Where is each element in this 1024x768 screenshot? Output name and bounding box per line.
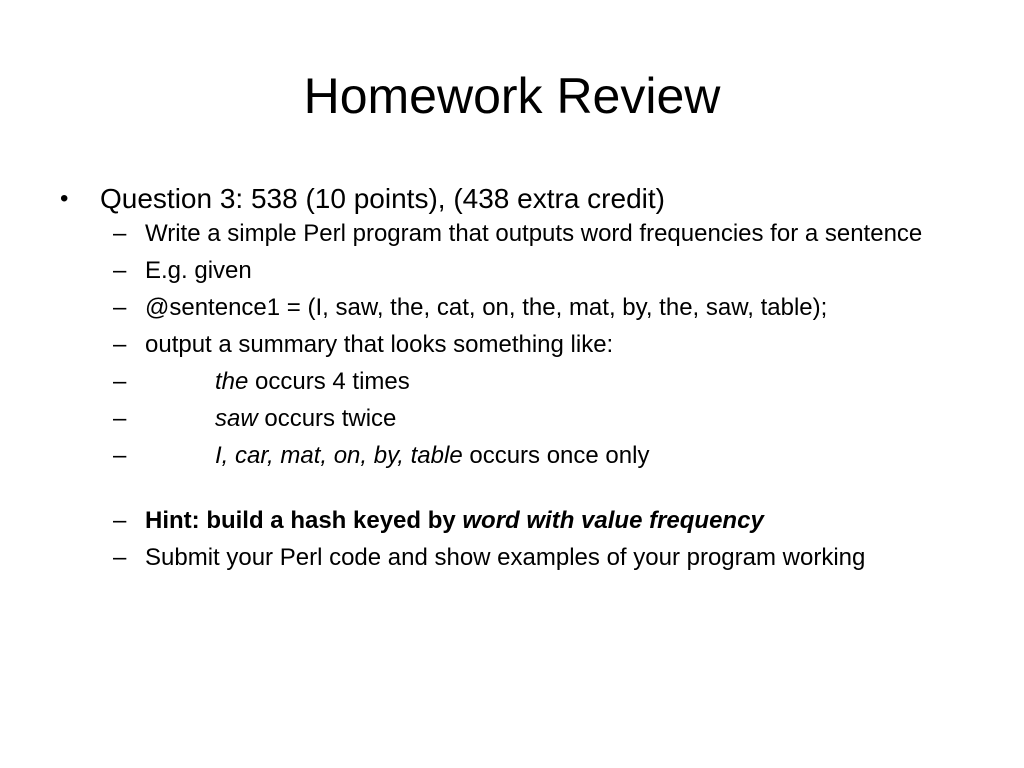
dash-icon: –: [113, 405, 127, 432]
sub-item-text: Submit your Perl code and show examples of your program working: [145, 544, 866, 571]
bullet-text: Question 3: 538 (10 points), (438 extra credit): [100, 183, 665, 214]
word-the-count: occurs 4 times: [248, 368, 410, 395]
dash-icon: –: [113, 220, 127, 247]
word-saw-count: occurs twice: [257, 405, 397, 432]
sub-item-text: @sentence1 = (I, saw, the, cat, on, the, mat, by, the, saw, table);: [145, 294, 828, 321]
word-saw: saw: [215, 405, 258, 432]
hint-prefix: Hint: build a hash keyed by: [145, 507, 463, 534]
words-once: I, car, mat, on, by, table: [215, 442, 463, 469]
dash-icon: –: [113, 294, 127, 321]
slide-title: Homework Review: [303, 68, 721, 124]
bullet-question-3: [60, 180, 970, 218]
dash-icon: –: [113, 507, 127, 534]
sub-item-text: E.g. given: [145, 257, 252, 284]
spacer: [60, 479, 970, 507]
sub-item-text: output a summary that looks something like:: [145, 331, 614, 358]
dash-icon: –: [113, 257, 127, 284]
bullet-icon: •: [60, 185, 69, 212]
sub-item-hint: [60, 507, 970, 535]
dash-icon: –: [113, 368, 127, 395]
word-the: the: [215, 368, 249, 395]
sub-item-eg: [60, 257, 970, 285]
dash-icon: –: [113, 544, 127, 571]
sub-item-submit: [60, 544, 970, 572]
dash-icon: –: [113, 442, 127, 469]
dash-icon: –: [113, 331, 127, 358]
sub-item-the: [60, 368, 970, 396]
sub-item-write: [60, 220, 970, 248]
sub-item-saw: [60, 405, 970, 433]
words-once-count: occurs once only: [462, 442, 650, 469]
sub-item-output: [60, 331, 970, 359]
slide-body: [60, 180, 970, 581]
hint-emphasis: word with value frequency: [462, 507, 764, 534]
sub-item-sentence: [60, 294, 970, 322]
sub-item-text: Write a simple Perl program that outputs word frequencies for a sentence: [145, 220, 923, 247]
sub-item-once: [60, 442, 970, 470]
